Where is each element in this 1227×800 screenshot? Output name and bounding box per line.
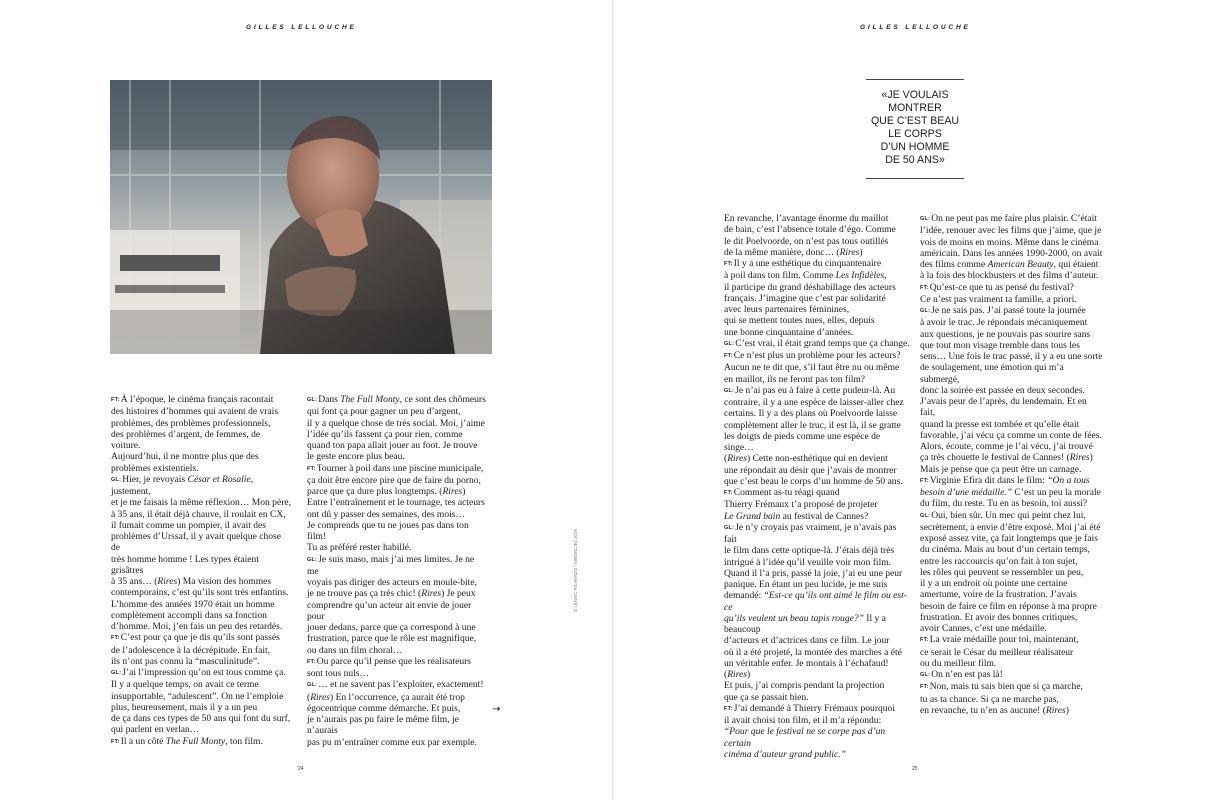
text-line: Je n’ai pas eu à faire à cette pudeur-là. Au — [735, 384, 896, 396]
speaker-label: GL : — [724, 341, 734, 347]
text-line: Alors, écoute, comme je l’ai vécu, j’ai trouvé — [920, 441, 1093, 452]
paragraph — [920, 681, 1104, 716]
right-page — [614, 0, 1227, 800]
text-line: Ou parce qu’il pense que les réalisateurs — [316, 655, 471, 667]
text-line: l’idée, renouer avec les films que j’aime, que je — [920, 225, 1102, 237]
text-line: de la même manière, donc… (Rires) — [724, 246, 863, 258]
text-line: problèmes, des problèmes professionnels, — [111, 417, 271, 429]
text-line: ou du meilleur film. — [920, 657, 997, 669]
speaker-label: FT : — [724, 706, 733, 712]
text-line: Le Grand bain au festival de Cannes? — [724, 510, 869, 522]
text-line: les rôles qui peuvent se ressembler un peu, — [920, 566, 1084, 578]
text-line: Non, mais tu sais bien que si ça marche, — [929, 681, 1083, 693]
speaker-label: FT : — [920, 478, 929, 484]
portrait-photo — [110, 80, 492, 354]
text-line: Oui, bien sûr. Un mec qui peint chez lui, — [931, 509, 1086, 521]
text-line: Ce n’est plus un problème pour les acteurs? — [733, 350, 901, 361]
text-line: La vraie médaille pour toi, maintenant, — [929, 634, 1079, 646]
paragraph — [111, 736, 291, 748]
text-line: jouer dedans, parce que ça correspond à une — [307, 622, 476, 633]
text-line: du cinéma. Mais au bout d’un certain temps, — [920, 544, 1090, 556]
speaker-label: FT : — [724, 261, 733, 267]
text-line: quand la presse est tombée et qu’elle était — [920, 418, 1080, 430]
text-line: à poil dans ton film. Comme Les Infidèles, — [724, 270, 887, 282]
text-line: C’est pour ça que je dis qu’ils sont passés — [120, 632, 280, 644]
text-line: une répondait au désir que j’avais de montrer — [724, 464, 897, 476]
paragraph — [724, 487, 910, 522]
text-line: je n’aurais pas pu faire le même film, je n’aurais — [307, 714, 459, 737]
text-line: Je comprends que tu ne joues pas dans ton film! — [307, 519, 469, 542]
speaker-label: GL : — [307, 557, 317, 563]
text-line: d’acteurs et d’actrices dans ce film. Le jour — [724, 635, 890, 647]
text-line: de bain, c’est l’absence totale d’égo. Comme — [724, 224, 896, 236]
text-line: contraire, il y a une espèce de laisser-aller chez — [724, 397, 904, 408]
text-line: complètement aller le truc, il est là, il se gratte — [724, 419, 901, 431]
text-line: ce serait le César du meilleur réalisateur — [920, 646, 1074, 658]
text-line: de ça dans ces types de 50 ans qui font du surf, — [111, 713, 291, 724]
text-line: Il a un côté The Full Monty, ton film. — [120, 735, 263, 747]
speaker-label: GL : — [920, 513, 930, 519]
speaker-label: GL : — [920, 216, 930, 222]
text-line: il fumait comme un pompier, il avait des — [111, 519, 266, 531]
text-line: cinéma d’auteur grand public.” — [724, 748, 846, 760]
paragraph — [920, 669, 1104, 681]
text-line: des films comme American Beauty, qui étaient — [920, 259, 1099, 270]
text-line: contemporains, c’est qu’ils sont très enfantins. — [111, 587, 289, 599]
paragraph — [920, 510, 1104, 635]
paragraph — [111, 394, 291, 474]
text-line: ou dans un film choral… — [307, 644, 403, 656]
text-line: Je n’y croyais pas vraiment, je n’avais pas fait — [724, 521, 897, 545]
text-line: le geste encore plus beau. — [307, 451, 405, 463]
text-line: Ce n’est pas vraiment ta famille, a priori. — [920, 293, 1077, 305]
text-line: Il y a quelque temps, on avait ce terme — [111, 679, 259, 691]
text-line: tu as ta chance. Si ça ne marche pas, — [920, 693, 1059, 705]
text-line: À l’époque, le cinéma français racontait — [120, 394, 274, 405]
text-line: parce que ça dure plus longtemps. (Rires) — [307, 486, 466, 497]
speaker-label: FT : — [920, 684, 929, 690]
text-line: J’avais peur de l’après, du lendemain. Et en fait, — [920, 396, 1087, 419]
text-line: Thierry Frémaux t’a proposé de projeter — [724, 499, 878, 511]
text-line: égocentrique comme démarche. Et puis, — [307, 702, 461, 714]
text-line: On n’en est pas là! — [931, 669, 1003, 680]
text-line: Comment as-tu réagi quand — [733, 487, 840, 498]
text-line: à 35 ans, il était déjà chauve, il roulait en CX, — [111, 508, 286, 520]
text-line: “Pour que le festival ne se corpe pas d’un certain — [724, 726, 886, 749]
portrait-photo-image — [110, 80, 492, 354]
text-line: frustration, parce que le rôle est magnifique, — [307, 633, 477, 645]
text-line: Il y a une esthétique du cinquantenaire — [733, 258, 882, 269]
text-line: Hier, je revoyais César et Rosalie, justement, — [111, 473, 254, 497]
photo-credit: © LÉNAIC PICHANZO / SIMONCIEL 2019 — [573, 529, 578, 612]
text-line: J’ai demandé à Thierry Frémaux pourquoi — [733, 702, 895, 714]
text-line: Virginie Efira dit dans le film: “On a tous — [929, 474, 1090, 486]
text-line: que ça se passait bien. — [724, 691, 809, 703]
text-line: Quand il l’a pris, passé la joie, j’ai eu une peur — [724, 567, 903, 579]
text-column-2 — [307, 394, 487, 748]
running-head-right: GILLES LELLOUCHE — [860, 24, 971, 31]
text-line: complètement accompli dans sa fonction — [111, 609, 267, 621]
paragraph — [920, 305, 1104, 475]
text-line: Tu as préféré rester habillé. — [307, 542, 412, 554]
pull-quote-line: DE 50 ANS» — [885, 154, 945, 167]
text-line: en maillot, ils ne feront pas ton film? — [724, 373, 866, 385]
text-line: que c’est beau le corps d’un homme de 50 ans. — [724, 475, 903, 487]
paragraph — [920, 282, 1104, 306]
text-line: les doigts de pieds comme une espèce de singe… — [724, 430, 881, 453]
running-head-left: GILLES LELLOUCHE — [246, 24, 357, 31]
text-line: Dans The Full Monty, ce sont des chômeurs — [318, 394, 486, 405]
pull-quote-line: MONTRER — [888, 102, 942, 115]
text-line: ils n’ont pas connu la “masculinitude”. — [111, 655, 260, 667]
speaker-label: FT : — [724, 490, 733, 496]
text-line: des problèmes d’argent, de femmes, de voiture. — [111, 428, 261, 451]
text-line: (Rires) Cette non-esthétique qui en devient — [724, 453, 888, 465]
text-line: de l’adolescence à la décrépitude. En fait, — [111, 644, 271, 656]
text-line: intrigué à l’idée qu’il veuille voir mon film. — [724, 556, 892, 568]
speaker-label: FT : — [111, 397, 120, 403]
text-line: une bonne cinquantaine d’années. — [724, 326, 854, 338]
text-line: insupportable, “adulescent”. On ne l’emploie — [111, 690, 284, 702]
text-line: donc la soirée est passée en deux secondes. — [920, 384, 1085, 396]
text-line: Mais je pense que ça peut être un carnage. — [920, 463, 1082, 475]
text-line: il y a quelque chose de très social. Moi, j’aime — [307, 417, 485, 429]
speaker-label: GL : — [920, 308, 930, 314]
text-line: il participe du grand déshabillage des acteurs — [724, 281, 896, 293]
text-line: Aucun ne te dit que, s’il faut être nu ou même — [724, 362, 900, 374]
text-line: de soulagement, une émotion qui m’a submergé, — [920, 362, 1064, 385]
text-line: comprendre qu’un acteur ait envie de jouer pour — [307, 599, 472, 622]
paragraph — [920, 634, 1104, 669]
text-line: d’homme. Moi, j’en fais un peu des retardés. — [111, 621, 283, 632]
paragraph — [920, 213, 1104, 282]
text-line: demandé: “Est-ce qu’ils ont aimé le film ou est-ce — [724, 590, 907, 613]
text-line: quand ton papa allait jouer au foot. Je trouve — [307, 440, 478, 451]
text-line: sens… Une fois le trac passé, il y a eu une sorte — [920, 351, 1103, 362]
text-line: français. J’imagine que c’est par solidarité — [724, 292, 886, 304]
paragraph — [111, 667, 291, 736]
text-line: amertume, voire de la frustration. J’avais — [920, 589, 1077, 601]
text-line: ça doit être encore pire que de faire du porno, — [307, 474, 481, 486]
text-column-3 — [724, 213, 910, 760]
speaker-label: GL : — [724, 525, 734, 531]
text-line: qui font ça pour gagner un peu d’argent, — [307, 406, 461, 418]
paragraph — [724, 522, 910, 703]
text-line: Entre l’entraînement et le tournage, tes acteurs — [307, 497, 485, 509]
text-line: en revanche, tu n’en as aucune! (Rires) — [920, 704, 1069, 716]
pull-quote-line: D’UN HOMME — [880, 141, 950, 154]
pull-quote-text — [866, 89, 964, 168]
text-line: … et ne savent pas l’exploiter, exactement! — [318, 679, 484, 691]
text-line: besoin d’une médaille.” C’est un peu la morale — [920, 487, 1101, 498]
text-column-1 — [111, 394, 291, 748]
text-line: et je me faisais la même réflexion… Mon père, — [111, 497, 291, 509]
text-line: plus, heureusement, mais il y a un peu — [111, 701, 258, 713]
text-line: avec leurs partenaires féminines, — [724, 304, 850, 315]
speaker-label: GL : — [920, 672, 930, 678]
text-line: du film, du reste. Tu en as besoin, toi aussi? — [920, 498, 1088, 510]
text-line: le dit Poelvoorde, on n’est pas tous outillés — [724, 235, 889, 247]
text-line: problèmes d’Urssaf, il y avait quelque chose de — [111, 531, 281, 554]
text-line: pas pu m’entraîner comme eux par exemple. — [307, 736, 477, 748]
text-line: ont dû y passer des semaines, des mois… — [307, 508, 466, 520]
paragraph — [724, 350, 910, 385]
paragraph — [724, 213, 910, 258]
page-number-right: 25 — [912, 766, 918, 772]
pull-quote — [866, 79, 964, 179]
speaker-label: FT : — [307, 466, 316, 472]
text-line: Qu’est-ce que tu as pensé du festival? — [929, 281, 1074, 293]
text-line: sont tous nuls… — [307, 668, 370, 679]
pull-quote-line: LE CORPS — [888, 128, 942, 141]
text-line: (Rires) En l’occurrence, ça aurait été trop — [307, 691, 465, 703]
text-line: Je ne sais pas. J’ai passé toute la journée — [931, 305, 1086, 316]
paragraph — [724, 703, 910, 760]
text-column-4 — [920, 213, 1104, 716]
text-line: un véritable enfer. Je montais à l’échafaud! (Rires) — [724, 657, 889, 680]
text-line: favorable, j’ai vécu ça comme un conte de fées. — [920, 429, 1102, 441]
text-line: frustration. Et avoir des bonnes critiques, — [920, 611, 1078, 623]
paragraph — [307, 679, 487, 748]
text-line: On ne peut pas me faire plus plaisir. C’était — [931, 213, 1097, 224]
paragraph — [920, 475, 1104, 510]
text-line: panique. En étant un peu lucide, je me suis — [724, 579, 888, 590]
pull-quote-line: QUE C’EST BEAU — [870, 115, 960, 128]
text-line: Je suis maso, mais j’ai mes limites. Je ne me — [307, 553, 475, 577]
text-line: où il a été projeté, la montée des marches a été — [724, 646, 902, 658]
paragraph — [307, 463, 487, 554]
text-line: aux questions, je ne pouvais pas sourire sans — [920, 328, 1091, 340]
text-line: secrètement, a envie d’être exposé. Moi j’ai été — [920, 521, 1101, 533]
text-line: ça très chouette le festival de Cannes! (Rires) — [920, 452, 1093, 464]
text-line: problèmes existentiels. — [111, 462, 199, 474]
text-line: Aujourd’hui, il ne montre plus que des — [111, 451, 259, 463]
speaker-label: FT : — [920, 637, 929, 643]
paragraph — [724, 385, 910, 487]
text-line: besoin de faire ce film en réponse à ma propre — [920, 600, 1097, 612]
text-line: à la fois des blockbusters et des films d’auteur. — [920, 270, 1099, 282]
speaker-label: GL : — [724, 388, 734, 394]
paragraph — [111, 632, 291, 667]
speaker-label: GL : — [111, 477, 121, 483]
text-line: qui parlent en verlan… — [111, 724, 200, 736]
text-line: que tout mon visage tremble dans tous les — [920, 339, 1080, 351]
paragraph — [307, 394, 487, 463]
speaker-label: GL : — [307, 682, 317, 688]
speaker-label: FT : — [307, 659, 316, 665]
text-line: Et puis, j’ai compris pendant la projection — [724, 680, 885, 692]
text-line: J’ai l’impression qu’on est tous comme ça. — [122, 667, 286, 678]
continue-arrow: → — [492, 704, 501, 715]
paragraph — [724, 258, 910, 338]
speaker-label: GL : — [111, 670, 121, 676]
text-line: des histoires d’hommes qui avaient de vrais — [111, 406, 279, 418]
speaker-label: FT : — [724, 353, 733, 359]
text-line: à 35 ans… (Rires) Ma vision des hommes — [111, 576, 272, 587]
text-line: exposé assez vite, ça fait longtemps que je fais — [920, 533, 1098, 544]
text-line: qui se mettent toutes nues, elles, depuis — [724, 315, 875, 327]
text-line: C’est vrai, il était grand temps que ça change. — [735, 337, 910, 349]
text-line: américain. Dans les années 1990-2000, on avait — [920, 247, 1103, 259]
text-line: entre les raccourcis qu’on fait à ton sujet, — [920, 555, 1078, 567]
text-line: à avoir le trac. Je répondais mécaniquement — [920, 317, 1088, 329]
text-line: avoir Cannes, c’est une médaille. — [920, 623, 1047, 634]
paragraph — [307, 656, 487, 680]
text-line: Tourner à poil dans une piscine municipale, — [316, 462, 484, 474]
paragraph — [307, 554, 487, 656]
left-page — [0, 0, 613, 800]
text-line: vois de moins en moins. Même dans le cinéma — [920, 236, 1099, 248]
paragraph — [111, 474, 291, 633]
text-line: certains. Il y a des plans où Poelvoorde laisse — [724, 408, 898, 420]
page-number-left: 24 — [298, 766, 304, 772]
text-line: il avait choisi ton film, et il m’a répondu: — [724, 715, 882, 726]
text-line: très homme homme ! Les types étaient grisâtres — [111, 553, 259, 576]
speaker-label: FT : — [920, 285, 929, 291]
text-line: qu’ils veulent un beau tapis rouge?” Il y a beaucoup — [724, 612, 886, 635]
pull-quote-line: «JE VOULAIS — [881, 89, 949, 101]
text-line: je ne trouve pas ça très chic! (Rires) Je peux — [307, 588, 476, 600]
text-line: il y a un endroit où pointe une certaine — [920, 578, 1068, 589]
text-line: l’idée qu’ils fassent ça pour rien, comme — [307, 428, 463, 440]
text-line: voyais pas diriger des acteurs en moule-bite, — [307, 577, 477, 588]
text-line: L’homme des années 1970 était un homme — [111, 598, 275, 610]
speaker-label: GL : — [307, 397, 317, 403]
speaker-label: FT : — [111, 739, 120, 745]
paragraph — [724, 338, 910, 350]
speaker-label: FT : — [111, 635, 120, 641]
text-line: le film dans cette optique-là. J’étais déjà très — [724, 545, 895, 557]
text-line: En revanche, l’avantage énorme du maillot — [724, 213, 889, 224]
